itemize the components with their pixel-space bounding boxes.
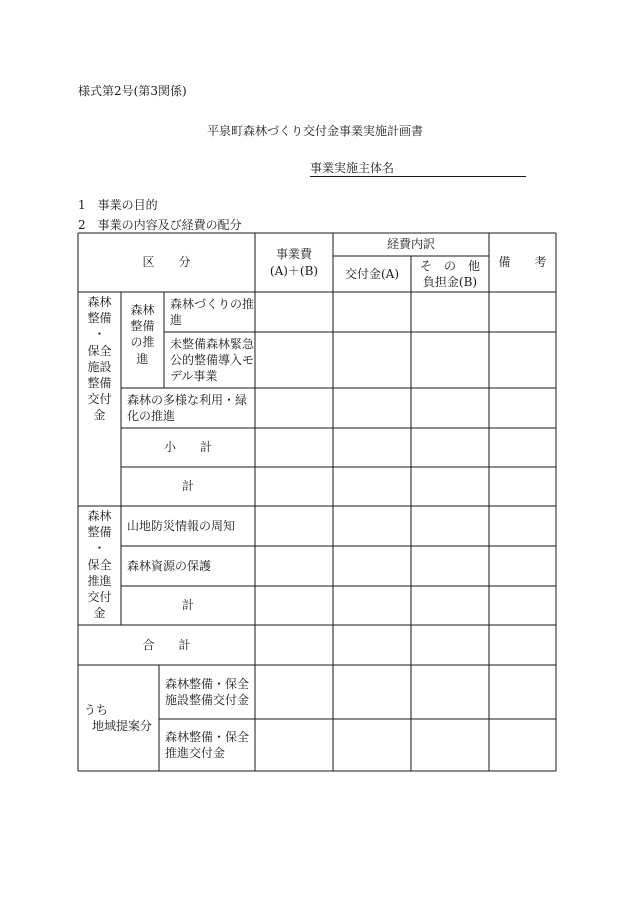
group-b-label-line: 森林 <box>87 509 112 523</box>
item-forest-making <box>164 292 255 332</box>
group-a-label-line: 整備 <box>87 375 112 390</box>
group-a-label-line: 整備 <box>87 311 112 326</box>
item-facility-grant-label: 森林整備・保全施設整備交付金 <box>165 676 250 707</box>
group-b-total-label: 計 <box>181 598 194 613</box>
item-promotion-grant <box>159 719 255 771</box>
group-c-label <box>78 665 159 771</box>
header-kubun-label: 区 分 <box>142 255 191 270</box>
item-diverse-use-label: 森林の多様な利用・緑化の推進 <box>127 392 248 423</box>
group-b-label-line: 保全 <box>87 557 112 572</box>
group-a-label-line: 森林 <box>87 295 112 309</box>
group-a-subtotal-label: 小 計 <box>163 440 212 455</box>
header-remarks <box>489 233 556 292</box>
document-title: 平泉町森林づくり交付金事業実施計画書 <box>206 124 423 138</box>
header-breakdown <box>333 233 489 256</box>
group-b-label-line: 金 <box>93 606 106 621</box>
group-b-label-line: 交付 <box>87 589 112 604</box>
section-purpose: 1 事業の目的 <box>78 198 158 212</box>
group-a-label-line: 保全 <box>87 343 112 358</box>
header-cost-label: 事業費 <box>275 247 312 262</box>
group-b-total <box>121 586 255 625</box>
group-b-label-line: ・ <box>93 541 106 556</box>
header-cost-formula: (A)＋(B) <box>269 263 319 278</box>
header-grant <box>333 256 411 292</box>
item-promotion-grant-label: 森林整備・保全推進交付金 <box>165 729 250 760</box>
item-resource-protection <box>121 546 255 586</box>
item-disaster-info <box>121 506 255 546</box>
group-a-total <box>121 467 255 506</box>
item-model-project-label: 未整備森林緊急公的整備導入モデル事業 <box>170 336 255 384</box>
header-remarks-label: 備 考 <box>498 255 547 270</box>
group-a-label-line: 金 <box>93 408 106 423</box>
group-b-label <box>78 508 121 621</box>
form-number: 様式第2号(第3関係) <box>78 84 187 98</box>
group-a-label-line: 施設 <box>87 359 112 374</box>
section-content: 2 事業の内容及び経費の配分 <box>78 218 242 232</box>
header-kubun <box>78 233 255 292</box>
group-a-label <box>78 294 121 424</box>
group-a-sub-label-line: 進 <box>136 351 149 366</box>
header-breakdown-label: 経費内訳 <box>386 237 435 252</box>
header-grant-label: 交付金(A) <box>344 266 400 281</box>
group-a-label-line: ・ <box>93 327 106 342</box>
group-c-label-2: 地域提案分 <box>92 719 153 733</box>
item-model-project <box>164 332 255 388</box>
item-facility-grant <box>159 665 255 719</box>
grand-total <box>78 625 255 665</box>
item-disaster-info-label: 山地防災情報の周知 <box>127 518 236 533</box>
group-b-label-line: 推進 <box>87 573 112 588</box>
entity-name-label: 事業実施主体名 <box>310 161 395 175</box>
item-diverse-use <box>121 388 255 428</box>
group-a-sub-label <box>121 302 164 367</box>
group-a-sub-label-line: の推 <box>130 335 155 350</box>
header-cost <box>255 233 333 292</box>
group-b-label-line: 整備 <box>87 525 112 540</box>
group-a-sub-label-line: 森林 <box>130 303 155 317</box>
group-a-subtotal <box>121 428 255 467</box>
group-a-total-label: 計 <box>181 479 194 494</box>
grand-total-label: 合 計 <box>142 637 191 652</box>
header-other-label-1: そ の 他 <box>419 258 480 273</box>
entity-name-field[interactable] <box>310 162 526 177</box>
group-c-label-1: うち <box>84 702 109 717</box>
item-resource-protection-label: 森林資源の保護 <box>127 558 212 573</box>
group-a-sub-label-line: 整備 <box>130 319 155 334</box>
item-forest-making-label: 森林づくりの推進 <box>170 296 255 327</box>
group-a-label-line: 交付 <box>87 392 112 407</box>
header-other <box>411 256 489 292</box>
header-other-label-2: 負担金(B) <box>422 275 478 289</box>
